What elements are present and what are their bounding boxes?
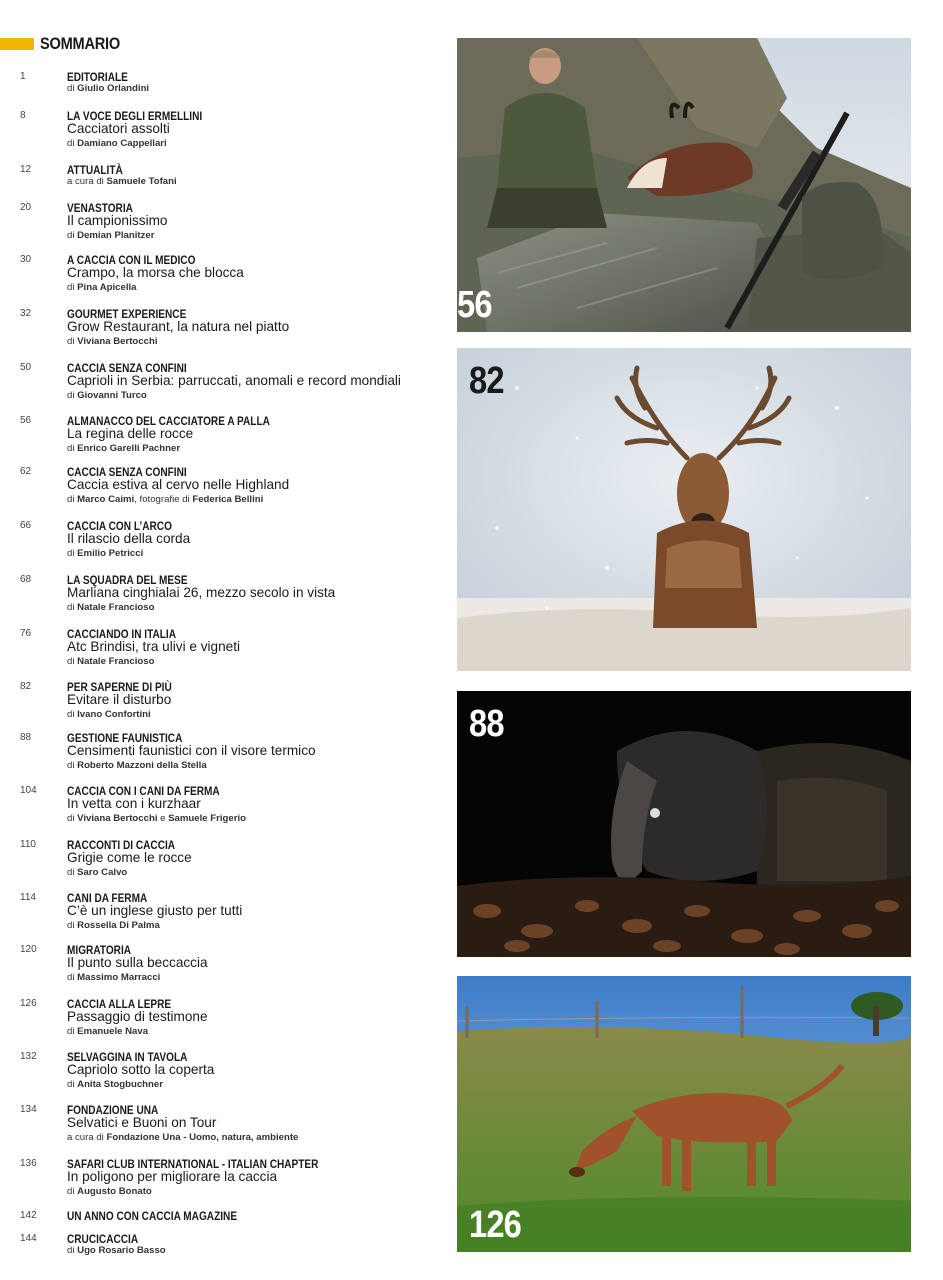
- toc-article-title: Caprioli in Serbia: parruccati, anomali e record mondiali: [67, 373, 401, 388]
- toc-section-title: ATTUALITÀ: [67, 163, 123, 177]
- toc-page-number: 32: [20, 308, 32, 319]
- byline-prefix: di: [67, 548, 78, 559]
- byline-author: Marco Caimi: [77, 494, 135, 505]
- toc-page-number: 144: [20, 1233, 37, 1244]
- toc-page-number: 76: [20, 628, 32, 639]
- byline-author: Samuele Frigerio: [168, 813, 246, 824]
- photo-page-number: 82: [469, 360, 504, 402]
- toc-article-title: Evitare il disturbo: [67, 692, 172, 707]
- toc-page-number: 12: [20, 164, 32, 175]
- photo-red-deer: [457, 348, 911, 671]
- toc-article-title: Il punto sulla beccaccia: [67, 955, 208, 970]
- toc-page-number: 8: [20, 110, 26, 121]
- toc-article-title: Atc Brindisi, tra ulivi e vigneti: [67, 639, 241, 654]
- toc-page-number: 68: [20, 574, 32, 585]
- byline-author: Emilio Petricci: [77, 548, 144, 559]
- toc-section-title: A CACCIA CON IL MEDICO: [67, 253, 196, 267]
- byline-prefix: di: [67, 443, 78, 454]
- toc-section-title: RACCONTI DI CACCIA: [67, 838, 176, 852]
- toc-byline: [67, 602, 154, 613]
- toc-byline: [67, 1079, 163, 1090]
- byline-prefix: di: [67, 1079, 78, 1090]
- toc-byline: [67, 867, 127, 878]
- toc-byline: [67, 83, 149, 94]
- toc-article-title: Crampo, la morsa che blocca: [67, 265, 244, 280]
- byline-prefix: di: [67, 138, 78, 149]
- toc-byline: [67, 709, 151, 720]
- toc-page-number: 56: [20, 415, 32, 426]
- toc-article-title: Il rilascio della corda: [67, 531, 191, 546]
- byline-author: Ivano Confortini: [77, 709, 151, 720]
- byline-prefix: di: [67, 336, 78, 347]
- toc-section-title: CRUCICACCIA: [67, 1232, 139, 1246]
- byline-prefix: di: [67, 282, 78, 293]
- byline-author: Samuele Tofani: [106, 176, 177, 187]
- toc-section-title: PER SAPERNE DI PIÙ: [67, 680, 172, 694]
- toc-byline: [67, 390, 147, 401]
- toc-byline: [67, 1245, 166, 1256]
- toc-section-title: LA SQUADRA DEL MESE: [67, 573, 188, 587]
- toc-section-title: GESTIONE FAUNISTICA: [67, 731, 183, 745]
- toc-article-title: Caccia estiva al cervo nelle Highland: [67, 477, 290, 492]
- byline-prefix: di: [67, 813, 78, 824]
- byline-author: Damiano Cappellari: [77, 138, 167, 149]
- toc-byline: [67, 230, 154, 241]
- toc-byline: [67, 282, 137, 293]
- toc-byline: [67, 1186, 152, 1197]
- toc-byline: [67, 176, 177, 187]
- photo-wild-boar: [457, 691, 911, 957]
- byline-prefix: di: [67, 230, 78, 241]
- toc-section-title: SAFARI CLUB INTERNATIONAL - ITALIAN CHAPTER: [67, 1157, 319, 1171]
- toc-page-number: 50: [20, 362, 32, 373]
- toc-section-title: SELVAGGINA IN TAVOLA: [67, 1050, 188, 1064]
- toc-page-number: 126: [20, 998, 37, 1009]
- byline-prefix: di: [67, 709, 78, 720]
- toc-byline: [67, 813, 246, 824]
- toc-page-number: 104: [20, 785, 37, 796]
- byline-author: Federica Bellini: [192, 494, 264, 505]
- photo-hunting-dog: [457, 976, 911, 1252]
- byline-prefix: di: [67, 494, 78, 505]
- byline-prefix: , fotografie di: [134, 494, 193, 505]
- toc-byline: [67, 1132, 298, 1143]
- toc-article-title: In poligono per migliorare la caccia: [67, 1169, 278, 1184]
- toc-byline: [67, 760, 207, 771]
- toc-page-number: 62: [20, 466, 32, 477]
- toc-section-title: CACCIA SENZA CONFINI: [67, 465, 187, 479]
- hunter-chamois-image: [457, 38, 911, 332]
- toc-section-title: CANI DA FERMA: [67, 891, 148, 905]
- toc-page-number: 120: [20, 944, 37, 955]
- toc-section-title: CACCIA CON L’ARCO: [67, 519, 172, 533]
- toc-byline: [67, 972, 160, 983]
- toc-article-title: Censimenti faunistici con il visore termico: [67, 743, 316, 758]
- byline-author: Natale Francioso: [77, 656, 155, 667]
- byline-prefix: di: [67, 920, 78, 931]
- toc-section-title: MIGRATORIA: [67, 943, 132, 957]
- toc-article-title: In vetta con i kurzhaar: [67, 796, 201, 811]
- byline-author: Ugo Rosario Basso: [77, 1245, 166, 1256]
- byline-prefix: di: [67, 656, 78, 667]
- toc-page-number: 136: [20, 1158, 37, 1169]
- byline-author: Roberto Mazzoni della Stella: [77, 760, 207, 771]
- toc-page-number: 66: [20, 520, 32, 531]
- byline-author: Anita Stogbuchner: [77, 1079, 163, 1090]
- toc-section-title: CACCIA SENZA CONFINI: [67, 361, 187, 375]
- byline-author: Giovanni Turco: [77, 390, 147, 401]
- toc-byline: [67, 443, 180, 454]
- byline-prefix: di: [67, 1245, 78, 1256]
- byline-prefix: a cura di: [67, 176, 107, 187]
- byline-prefix: e: [157, 813, 169, 824]
- toc-page-number: 20: [20, 202, 32, 213]
- toc-page-number: 110: [20, 839, 36, 850]
- toc-section-title: UN ANNO CON CACCIA MAGAZINE: [67, 1209, 238, 1223]
- byline-author: Saro Calvo: [77, 867, 128, 878]
- toc-article-title: Marliana cinghialai 26, mezzo secolo in vista: [67, 585, 336, 600]
- byline-author: Rossella Di Palma: [77, 920, 160, 931]
- toc-byline: [67, 656, 154, 667]
- toc-page-number: 88: [20, 732, 32, 743]
- byline-author: Massimo Marracci: [77, 972, 161, 983]
- byline-author: Viviana Bertocchi: [77, 336, 158, 347]
- toc-article-title: Grigie come le rocce: [67, 850, 192, 865]
- toc-page-number: 1: [20, 71, 26, 82]
- toc-article-title: Capriolo sotto la coperta: [67, 1062, 215, 1077]
- toc-section-title: VENASTORIA: [67, 201, 133, 215]
- byline-author: Enrico Garelli Pachner: [77, 443, 181, 454]
- toc-article-title: Il campionissimo: [67, 213, 168, 228]
- byline-prefix: di: [67, 972, 78, 983]
- byline-prefix: di: [67, 602, 78, 613]
- toc-section-title: CACCIANDO IN ITALIA: [67, 627, 177, 641]
- toc-byline: [67, 336, 157, 347]
- toc-byline: [67, 920, 160, 931]
- byline-prefix: di: [67, 1026, 78, 1037]
- toc-section-title: CACCIA CON I CANI DA FERMA: [67, 784, 220, 798]
- toc-section-title: LA VOCE DEGLI ERMELLINI: [67, 109, 203, 123]
- toc-page-number: 134: [20, 1104, 37, 1115]
- byline-prefix: di: [67, 867, 78, 878]
- toc-article-title: La regina delle rocce: [67, 426, 194, 441]
- toc-page-number: 142: [20, 1210, 37, 1221]
- photo-hunter-chamois: [457, 38, 911, 332]
- photo-page-number: 126: [469, 1204, 521, 1246]
- table-of-contents: [0, 0, 450, 1280]
- toc-byline: [67, 494, 263, 505]
- toc-section-title: GOURMET EXPERIENCE: [67, 307, 187, 321]
- byline-author: Demian Planitzer: [77, 230, 155, 241]
- toc-section-title: FONDAZIONE UNA: [67, 1103, 159, 1117]
- toc-byline: [67, 548, 143, 559]
- byline-author: Emanuele Nava: [77, 1026, 149, 1037]
- photo-page-number: 88: [469, 703, 504, 745]
- toc-section-title: ALMANACCO DEL CACCIATORE A PALLA: [67, 414, 270, 428]
- wild-boar-image: [457, 691, 911, 957]
- toc-byline: [67, 1026, 148, 1037]
- toc-page-number: 114: [20, 892, 36, 903]
- byline-author: Viviana Bertocchi: [77, 813, 158, 824]
- toc-article-title: Cacciatori assolti: [67, 121, 170, 136]
- toc-article-title: C’è un inglese giusto per tutti: [67, 903, 243, 918]
- byline-author: Giulio Orlandini: [77, 83, 150, 94]
- toc-page-number: 132: [20, 1051, 37, 1062]
- toc-page-number: 30: [20, 254, 32, 265]
- byline-prefix: di: [67, 760, 78, 771]
- byline-author: Pina Apicella: [77, 282, 137, 293]
- byline-author: Natale Francioso: [77, 602, 155, 613]
- toc-section-title: EDITORIALE: [67, 70, 128, 84]
- toc-article-title: Selvatici e Buoni on Tour: [67, 1115, 217, 1130]
- toc-page-number: 82: [20, 681, 32, 692]
- photo-page-number: 56: [457, 284, 492, 326]
- byline-author: Augusto Bonato: [77, 1186, 152, 1197]
- byline-prefix: di: [67, 1186, 78, 1197]
- byline-prefix: di: [67, 83, 78, 94]
- toc-article-title: Grow Restaurant, la natura nel piatto: [67, 319, 290, 334]
- page-heading: SOMMARIO: [40, 34, 120, 53]
- toc-section-title: CACCIA ALLA LEPRE: [67, 997, 172, 1011]
- byline-prefix: di: [67, 390, 78, 401]
- hunting-dog-image: [457, 976, 911, 1252]
- byline-prefix: a cura di: [67, 1132, 107, 1143]
- red-deer-image: [457, 348, 911, 671]
- toc-byline: [67, 138, 167, 149]
- toc-article-title: Passaggio di testimone: [67, 1009, 208, 1024]
- byline-author: Fondazione Una - Uomo, natura, ambiente: [106, 1132, 299, 1143]
